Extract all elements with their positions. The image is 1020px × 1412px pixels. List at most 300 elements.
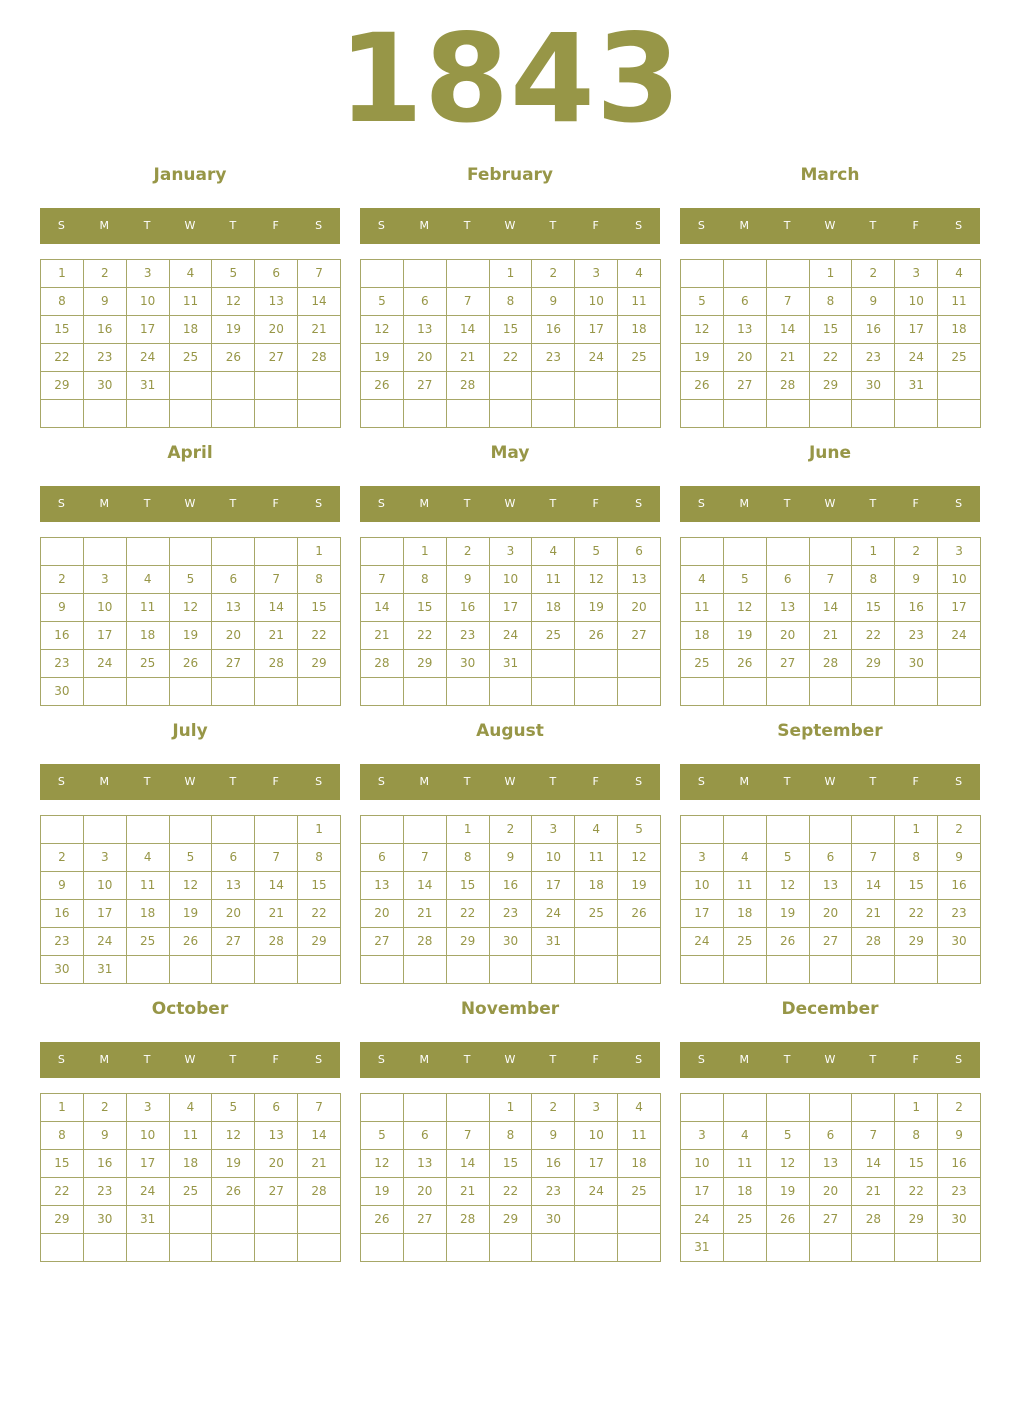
day-cell: 13 [724, 316, 767, 344]
empty-day-cell [810, 1234, 853, 1262]
day-cell: 11 [532, 566, 575, 594]
weekday-label: T [229, 497, 237, 510]
day-cell: 20 [810, 1178, 853, 1206]
weekday-label: S [635, 1053, 643, 1066]
empty-day-cell [895, 1234, 938, 1262]
day-cell: 2 [84, 1094, 127, 1122]
empty-day-cell [938, 1234, 981, 1262]
day-cell: 5 [575, 538, 618, 566]
day-cell: 2 [532, 1094, 575, 1122]
day-cell: 20 [767, 622, 810, 650]
day-cell: 4 [170, 1094, 213, 1122]
day-cell: 28 [404, 928, 447, 956]
day-cell: 28 [767, 372, 810, 400]
weekday-header [680, 1042, 980, 1078]
day-cell: 4 [618, 1094, 661, 1122]
day-cell: 29 [298, 650, 341, 678]
day-grid [680, 1093, 981, 1262]
day-cell: 10 [895, 288, 938, 316]
month-september [680, 717, 980, 987]
day-cell: 8 [895, 844, 938, 872]
day-cell: 22 [404, 622, 447, 650]
day-cell: 11 [724, 872, 767, 900]
day-cell: 5 [361, 1122, 404, 1150]
day-cell: 3 [575, 260, 618, 288]
day-cell: 25 [127, 650, 170, 678]
day-cell: 3 [127, 260, 170, 288]
weekday-label: T [549, 775, 557, 788]
day-cell: 29 [41, 372, 84, 400]
day-cell: 27 [618, 622, 661, 650]
day-cell: 26 [767, 928, 810, 956]
empty-day-cell [84, 1234, 127, 1262]
day-cell: 18 [127, 900, 170, 928]
day-cell: 11 [127, 872, 170, 900]
day-cell: 6 [618, 538, 661, 566]
day-grid [360, 259, 661, 428]
weekday-label: S [57, 219, 65, 232]
empty-day-cell [618, 1206, 661, 1234]
day-cell: 31 [895, 372, 938, 400]
day-cell: 28 [255, 928, 298, 956]
weekday-label: F [272, 1053, 279, 1066]
day-cell: 31 [127, 372, 170, 400]
empty-day-cell [298, 372, 341, 400]
day-cell: 23 [41, 650, 84, 678]
empty-day-cell [724, 260, 767, 288]
day-cell: 26 [361, 372, 404, 400]
day-cell: 9 [532, 1122, 575, 1150]
month-name: January [153, 165, 227, 185]
weekday-label: F [272, 219, 279, 232]
empty-day-cell [404, 400, 447, 428]
day-cell: 6 [361, 844, 404, 872]
empty-day-cell [575, 1234, 618, 1262]
empty-day-cell [84, 538, 127, 566]
empty-day-cell [575, 400, 618, 428]
day-cell: 4 [681, 566, 724, 594]
weekday-label: W [184, 1053, 196, 1066]
month-name: July [172, 721, 208, 741]
day-cell: 18 [724, 900, 767, 928]
empty-day-cell [361, 1234, 404, 1262]
empty-day-cell [361, 1094, 404, 1122]
empty-day-cell [490, 400, 533, 428]
empty-day-cell [724, 538, 767, 566]
empty-day-cell [767, 1094, 810, 1122]
day-cell: 16 [895, 594, 938, 622]
day-cell: 13 [212, 872, 255, 900]
day-cell: 21 [361, 622, 404, 650]
weekday-label: M [739, 497, 750, 510]
day-cell: 22 [298, 622, 341, 650]
day-cell: 18 [170, 1150, 213, 1178]
empty-day-cell [532, 372, 575, 400]
day-cell: 15 [298, 594, 341, 622]
empty-day-cell [298, 1206, 341, 1234]
weekday-label: S [315, 1053, 323, 1066]
day-cell: 1 [447, 816, 490, 844]
day-cell: 20 [361, 900, 404, 928]
day-cell: 10 [127, 1122, 170, 1150]
day-cell: 9 [84, 1122, 127, 1150]
day-cell: 9 [895, 566, 938, 594]
empty-day-cell [490, 678, 533, 706]
day-cell: 19 [767, 900, 810, 928]
day-cell: 26 [212, 344, 255, 372]
weekday-label: T [143, 497, 151, 510]
day-cell: 11 [575, 844, 618, 872]
empty-day-cell [618, 928, 661, 956]
day-cell: 3 [532, 816, 575, 844]
day-cell: 10 [84, 594, 127, 622]
weekday-label: T [463, 775, 471, 788]
day-cell: 12 [575, 566, 618, 594]
weekday-label: W [824, 219, 836, 232]
empty-day-cell [212, 956, 255, 984]
day-cell: 28 [447, 372, 490, 400]
day-cell: 8 [298, 844, 341, 872]
day-cell: 26 [212, 1178, 255, 1206]
weekday-header [40, 208, 340, 244]
day-cell: 15 [895, 872, 938, 900]
weekday-label: M [99, 497, 110, 510]
empty-day-cell [532, 678, 575, 706]
day-cell: 1 [490, 260, 533, 288]
day-cell: 16 [84, 1150, 127, 1178]
empty-day-cell [170, 1234, 213, 1262]
empty-day-cell [810, 538, 853, 566]
day-cell: 25 [681, 650, 724, 678]
empty-day-cell [681, 956, 724, 984]
empty-day-cell [361, 678, 404, 706]
month-name: November [460, 999, 560, 1019]
day-cell: 6 [212, 566, 255, 594]
empty-day-cell [895, 678, 938, 706]
empty-day-cell [255, 372, 298, 400]
day-cell: 24 [490, 622, 533, 650]
day-cell: 24 [681, 928, 724, 956]
day-cell: 23 [895, 622, 938, 650]
day-cell: 16 [490, 872, 533, 900]
weekday-label: T [869, 497, 877, 510]
day-cell: 22 [490, 1178, 533, 1206]
weekday-label: T [143, 775, 151, 788]
month-name: June [808, 443, 852, 463]
empty-day-cell [212, 1206, 255, 1234]
empty-day-cell [447, 956, 490, 984]
day-cell: 12 [681, 316, 724, 344]
day-cell: 4 [532, 538, 575, 566]
empty-day-cell [681, 260, 724, 288]
day-cell: 25 [127, 928, 170, 956]
day-cell: 20 [255, 316, 298, 344]
empty-day-cell [255, 1234, 298, 1262]
weekday-label: M [99, 1053, 110, 1066]
empty-day-cell [41, 400, 84, 428]
day-cell: 11 [938, 288, 981, 316]
weekday-label: S [635, 497, 643, 510]
day-cell: 1 [852, 538, 895, 566]
empty-day-cell [767, 538, 810, 566]
day-cell: 5 [170, 566, 213, 594]
weekday-label: T [549, 219, 557, 232]
empty-day-cell [212, 372, 255, 400]
day-cell: 23 [938, 900, 981, 928]
day-cell: 25 [724, 928, 767, 956]
day-cell: 17 [681, 900, 724, 928]
day-cell: 19 [575, 594, 618, 622]
day-cell: 21 [852, 1178, 895, 1206]
day-cell: 2 [532, 260, 575, 288]
weekday-label: T [229, 219, 237, 232]
day-cell: 30 [895, 650, 938, 678]
day-cell: 16 [532, 316, 575, 344]
day-cell: 29 [895, 1206, 938, 1234]
day-cell: 16 [41, 622, 84, 650]
weekday-label: S [955, 1053, 963, 1066]
day-cell: 6 [767, 566, 810, 594]
weekday-label: M [419, 497, 430, 510]
empty-day-cell [447, 1094, 490, 1122]
day-cell: 9 [41, 594, 84, 622]
day-cell: 13 [255, 1122, 298, 1150]
weekday-label: S [635, 775, 643, 788]
empty-day-cell [810, 956, 853, 984]
day-cell: 11 [724, 1150, 767, 1178]
day-cell: 23 [447, 622, 490, 650]
day-cell: 5 [170, 844, 213, 872]
empty-day-cell [404, 1094, 447, 1122]
day-cell: 22 [447, 900, 490, 928]
day-cell: 24 [127, 344, 170, 372]
day-cell: 11 [618, 288, 661, 316]
day-grid [360, 815, 661, 984]
day-cell: 3 [84, 844, 127, 872]
day-cell: 18 [532, 594, 575, 622]
day-cell: 2 [895, 538, 938, 566]
month-name: April [167, 443, 213, 463]
empty-day-cell [447, 1234, 490, 1262]
day-cell: 2 [852, 260, 895, 288]
day-cell: 8 [447, 844, 490, 872]
day-cell: 30 [41, 678, 84, 706]
empty-day-cell [127, 678, 170, 706]
day-cell: 15 [41, 316, 84, 344]
empty-day-cell [575, 956, 618, 984]
day-cell: 21 [298, 1150, 341, 1178]
day-cell: 17 [127, 1150, 170, 1178]
weekday-label: S [57, 1053, 65, 1066]
day-cell: 21 [255, 900, 298, 928]
month-april [40, 439, 340, 709]
day-cell: 20 [810, 900, 853, 928]
day-cell: 7 [298, 260, 341, 288]
empty-day-cell [618, 372, 661, 400]
weekday-label: S [377, 219, 385, 232]
day-cell: 1 [895, 1094, 938, 1122]
day-cell: 3 [84, 566, 127, 594]
day-cell: 24 [84, 928, 127, 956]
month-name: August [476, 721, 544, 741]
empty-day-cell [298, 400, 341, 428]
empty-day-cell [575, 1206, 618, 1234]
empty-day-cell [212, 538, 255, 566]
day-cell: 18 [938, 316, 981, 344]
day-cell: 15 [298, 872, 341, 900]
day-cell: 25 [170, 344, 213, 372]
day-cell: 22 [895, 1178, 938, 1206]
empty-day-cell [361, 956, 404, 984]
day-cell: 15 [404, 594, 447, 622]
day-cell: 31 [127, 1206, 170, 1234]
day-cell: 8 [298, 566, 341, 594]
day-cell: 27 [404, 1206, 447, 1234]
month-july [40, 717, 340, 987]
empty-day-cell [170, 400, 213, 428]
day-cell: 21 [255, 622, 298, 650]
day-cell: 8 [895, 1122, 938, 1150]
weekday-header [360, 486, 660, 522]
day-cell: 18 [724, 1178, 767, 1206]
day-cell: 28 [447, 1206, 490, 1234]
month-october [40, 995, 340, 1265]
empty-day-cell [938, 372, 981, 400]
day-cell: 29 [41, 1206, 84, 1234]
weekday-label: W [184, 775, 196, 788]
month-december [680, 995, 980, 1265]
empty-day-cell [127, 956, 170, 984]
empty-day-cell [938, 678, 981, 706]
empty-day-cell [41, 1234, 84, 1262]
weekday-label: F [592, 497, 599, 510]
empty-day-cell [681, 538, 724, 566]
day-cell: 11 [170, 1122, 213, 1150]
day-cell: 25 [938, 344, 981, 372]
day-cell: 25 [575, 900, 618, 928]
day-cell: 22 [298, 900, 341, 928]
day-cell: 11 [170, 288, 213, 316]
weekday-label: S [697, 1053, 705, 1066]
day-cell: 10 [84, 872, 127, 900]
day-cell: 21 [767, 344, 810, 372]
day-cell: 27 [255, 344, 298, 372]
day-cell: 17 [575, 1150, 618, 1178]
empty-day-cell [852, 678, 895, 706]
empty-day-cell [575, 928, 618, 956]
day-grid [360, 537, 661, 706]
day-cell: 7 [255, 566, 298, 594]
day-cell: 5 [361, 288, 404, 316]
day-cell: 14 [298, 288, 341, 316]
day-cell: 25 [532, 622, 575, 650]
weekday-label: F [592, 775, 599, 788]
day-cell: 17 [127, 316, 170, 344]
empty-day-cell [852, 1234, 895, 1262]
day-cell: 8 [490, 1122, 533, 1150]
weekday-label: W [504, 497, 516, 510]
day-cell: 1 [298, 538, 341, 566]
day-cell: 16 [532, 1150, 575, 1178]
weekday-label: S [315, 219, 323, 232]
empty-day-cell [810, 400, 853, 428]
day-grid [680, 259, 981, 428]
month-february [360, 161, 660, 431]
empty-day-cell [404, 678, 447, 706]
day-cell: 23 [84, 344, 127, 372]
month-name: December [781, 999, 879, 1019]
empty-day-cell [575, 678, 618, 706]
day-cell: 1 [895, 816, 938, 844]
day-grid [360, 1093, 661, 1262]
day-cell: 27 [724, 372, 767, 400]
day-cell: 13 [361, 872, 404, 900]
empty-day-cell [127, 400, 170, 428]
day-cell: 1 [404, 538, 447, 566]
day-cell: 5 [767, 1122, 810, 1150]
day-cell: 15 [852, 594, 895, 622]
empty-day-cell [681, 678, 724, 706]
day-cell: 17 [84, 900, 127, 928]
day-cell: 21 [298, 316, 341, 344]
day-cell: 11 [127, 594, 170, 622]
weekday-label: S [697, 497, 705, 510]
year-title: 1843 [338, 8, 682, 150]
day-cell: 28 [852, 928, 895, 956]
day-cell: 24 [895, 344, 938, 372]
day-cell: 19 [170, 900, 213, 928]
weekday-label: T [229, 775, 237, 788]
day-cell: 23 [532, 344, 575, 372]
day-cell: 30 [447, 650, 490, 678]
day-cell: 12 [361, 316, 404, 344]
day-cell: 22 [41, 344, 84, 372]
empty-day-cell [361, 400, 404, 428]
day-cell: 13 [618, 566, 661, 594]
empty-day-cell [767, 260, 810, 288]
day-cell: 16 [447, 594, 490, 622]
weekday-label: M [739, 1053, 750, 1066]
day-cell: 6 [404, 1122, 447, 1150]
day-cell: 12 [618, 844, 661, 872]
day-cell: 23 [490, 900, 533, 928]
day-cell: 26 [170, 650, 213, 678]
weekday-label: F [912, 775, 919, 788]
empty-day-cell [724, 1094, 767, 1122]
day-cell: 7 [255, 844, 298, 872]
day-cell: 24 [127, 1178, 170, 1206]
weekday-label: F [912, 219, 919, 232]
day-cell: 5 [681, 288, 724, 316]
empty-day-cell [852, 1094, 895, 1122]
day-cell: 8 [490, 288, 533, 316]
empty-day-cell [724, 678, 767, 706]
day-cell: 3 [575, 1094, 618, 1122]
empty-day-cell [895, 956, 938, 984]
month-name: September [777, 721, 883, 741]
empty-day-cell [447, 678, 490, 706]
day-cell: 3 [681, 844, 724, 872]
day-cell: 3 [895, 260, 938, 288]
day-cell: 27 [361, 928, 404, 956]
empty-day-cell [361, 816, 404, 844]
day-cell: 12 [361, 1150, 404, 1178]
empty-day-cell [84, 816, 127, 844]
weekday-label: W [504, 775, 516, 788]
day-cell: 14 [447, 1150, 490, 1178]
weekday-label: W [824, 1053, 836, 1066]
empty-day-cell [767, 1234, 810, 1262]
